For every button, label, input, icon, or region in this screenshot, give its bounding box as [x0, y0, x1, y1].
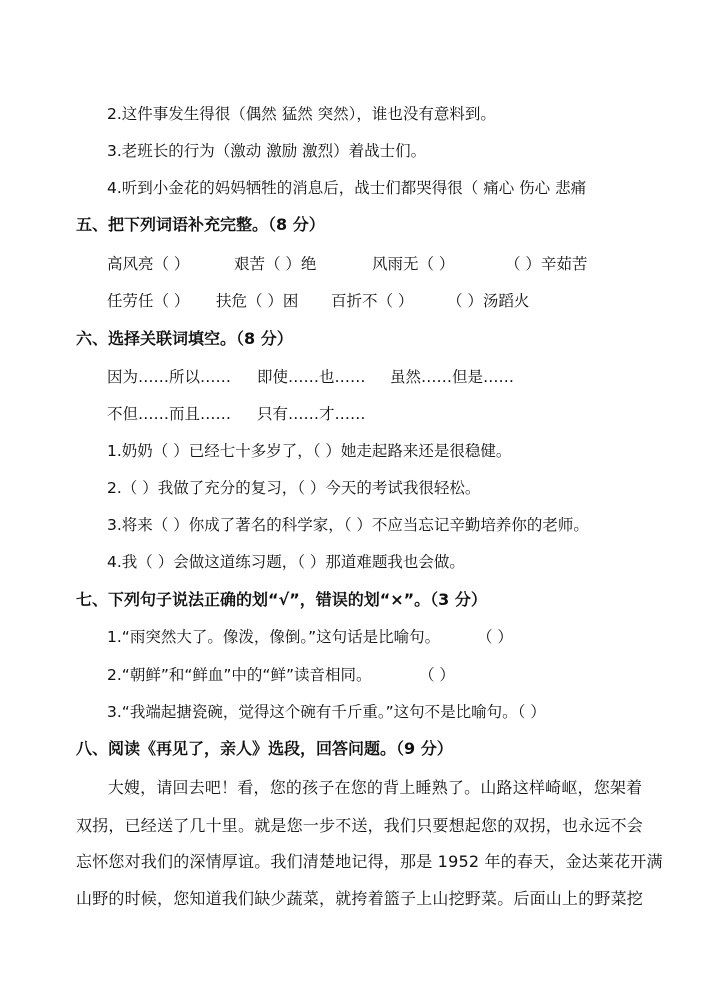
idiom-blank: 任劳任（ ）: [107, 292, 190, 310]
idiom-blank: 高风亮（ ）: [107, 255, 190, 273]
passage-line-4: 山野的时候，您知道我们缺少蔬菜，就挎着篮子上山挖野菜。后面山上的野菜挖: [76, 889, 644, 908]
idiom-blank: （ ）汤蹈火: [447, 292, 530, 310]
section-5-row-2: [107, 290, 667, 312]
question-7-1: [107, 626, 547, 648]
conjunction-pair: 不但……而且……: [107, 405, 232, 423]
question-7-3: 3.“我端起搪瓷碗，觉得这个碗有千斤重。”这句不是比喻句。（ ）: [107, 703, 546, 721]
section-6-words-row-2: [107, 403, 627, 425]
question-4-3: 3.老班长的行为（激动 激励 激烈）着战士们。: [107, 142, 427, 160]
statement-text: 2.“朝鲜”和“鲜血”中的“鲜”读音相同。: [107, 666, 372, 684]
question-7-2: [107, 664, 507, 686]
idiom-blank: 艰苦（ ）绝: [234, 255, 317, 273]
question-6-4: 4.我（ ）会做这道练习题，（ ）那道难题我也会做。: [107, 553, 465, 571]
passage-line-2: 双拐，已经送了几十里。就是您一步不送，我们只要想起您的双拐，也永远不会: [76, 816, 644, 835]
conjunction-pair: 虽然……但是……: [390, 368, 515, 386]
conjunction-pair: 即使……也……: [257, 368, 366, 386]
section-6-words-row-1: [107, 366, 627, 388]
section-6-title: 六、选择关联词填空。（8 分）: [76, 329, 293, 348]
section-5-title: 五、把下列词语补充完整。（8 分）: [76, 215, 325, 234]
section-5-row-1: [107, 253, 667, 275]
question-6-3: 3.将来（ ）你成了著名的科学家，（ ）不应当忘记辛勤培养你的老师。: [107, 516, 589, 534]
question-6-1: 1.奶奶（ ）已经七十多岁了，（ ）她走起路来还是很稳健。: [107, 442, 512, 460]
question-4-2: 2.这件事发生得很（偶然 猛然 突然），谁也没有意料到。: [107, 105, 496, 123]
statement-text: 1.“雨突然大了。像泼，像倒。”这句话是比喻句。: [107, 628, 441, 646]
section-7-title: 七、下列句子说法正确的划“√”，错误的划“×”。（3 分）: [76, 590, 487, 609]
question-6-2: 2.（ ）我做了充分的复习，（ ）今天的考试我很轻松。: [107, 479, 481, 497]
conjunction-pair: 只有……才……: [257, 405, 366, 423]
idiom-blank: （ ）辛茹苦: [505, 255, 588, 273]
answer-paren: （ ）: [419, 666, 455, 684]
idiom-blank: 扶危（ ）困: [216, 292, 299, 310]
conjunction-pair: 因为……所以……: [107, 368, 232, 386]
passage-line-3: 忘怀您对我们的深情厚谊。我们清楚地记得，那是 1952 年的春天，金达莱花开满: [76, 852, 663, 871]
answer-paren: （ ）: [477, 628, 513, 646]
section-8-title: 八、阅读《再见了，亲人》选段，回答问题。（9 分）: [76, 739, 453, 758]
passage-line-1: 大嫂，请回去吧！看，您的孩子在您的背上睡熟了。山路这样崎岖，您架着: [76, 778, 643, 797]
question-4-4: 4.听到小金花的妈妈牺牲的消息后，战士们都哭得很（ 痛心 伤心 悲痛: [107, 179, 587, 197]
idiom-blank: 风雨无（ ）: [372, 255, 455, 273]
idiom-blank: 百折不（ ）: [331, 292, 414, 310]
